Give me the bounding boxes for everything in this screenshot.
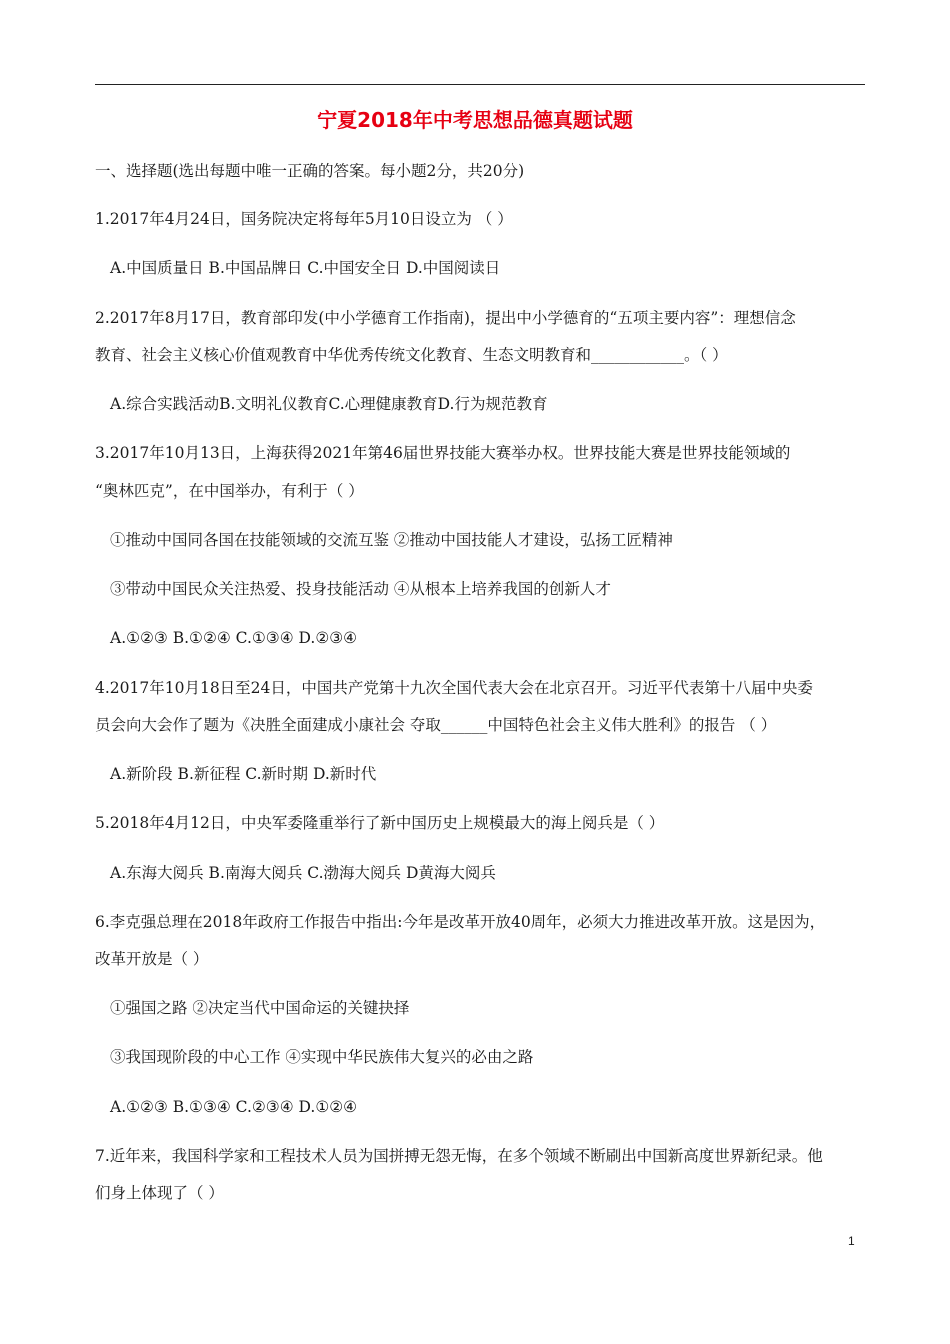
question-7-text-cont: 们身上体现了（ ）	[95, 1184, 224, 1202]
page-number: 1	[848, 1234, 855, 1248]
question-7-text: 7.近年来，我国科学家和工程技术人员为国拼搏无怨无悔，在多个领域不断刷出中国新高度世界新纪录。他	[95, 1147, 823, 1165]
page-title: 宁夏2018年中考思想品德真题试题	[317, 108, 633, 132]
question-4-text-cont: 员会向大会作了题为《决胜全面建成小康社会 夺取______中国特色社会主义伟大胜利》的报告 （ ）	[95, 716, 777, 734]
question-1-text: 1.2017年4月24日，国务院决定将每年5月10日设立为 （ ）	[95, 210, 513, 228]
question-6-text: 6.李克强总理在2018年政府工作报告中指出:今年是改革开放40周年，必须大力推进改革开放。这是因为，	[95, 913, 826, 931]
question-6-statement-a: ①强国之路 ②决定当代中国命运的关键抉择	[110, 999, 410, 1017]
question-2-options: A.综合实践活动B.文明礼仪教育C.心理健康教育D.行为规范教育	[110, 395, 548, 413]
question-4-text: 4.2017年10月18日至24日，中国共产党第十九次全国代表大会在北京召开。习近平代表第十八届中央委	[95, 679, 813, 697]
question-3-options: A.①②③ B.①②④ C.①③④ D.②③④	[110, 629, 358, 647]
question-5-options: A.东海大阅兵 B.南海大阅兵 C.渤海大阅兵 D黄海大阅兵	[110, 864, 496, 882]
question-3-statement-b: ③带动中国民众关注热爱、投身技能活动 ④从根本上培养我国的创新人才	[110, 580, 611, 598]
header-rule	[95, 84, 865, 85]
question-2-text-cont: 教育、社会主义核心价值观教育中华优秀传统文化教育、生态文明教育和____________。（ ）	[95, 346, 728, 364]
question-6-statement-b: ③我国现阶段的中心工作 ④实现中华民族伟大复兴的必由之路	[110, 1048, 534, 1066]
question-1-options: A.中国质量日 B.中国品牌日 C.中国安全日 D.中国阅读日	[110, 259, 501, 277]
question-3-statement-a: ①推动中国同各国在技能领域的交流互鉴 ②推动中国技能人才建设，弘扬工匠精神	[110, 531, 673, 549]
question-4-options: A.新阶段 B.新征程 C.新时期 D.新时代	[110, 765, 377, 783]
question-3-text-cont: “奥林匹克”，在中国举办，有利于（ ）	[95, 482, 364, 500]
question-3-text: 3.2017年10月13日，上海获得2021年第46届世界技能大赛举办权。世界技能大赛是世界技能领域的	[95, 444, 791, 462]
question-6-options: A.①②③ B.①③④ C.②③④ D.①②④	[110, 1098, 358, 1116]
question-5-text: 5.2018年4月12日，中央军委隆重举行了新中国历史上规模最大的海上阅兵是（ ）	[95, 814, 665, 832]
question-6-text-cont: 改革开放是（ ）	[95, 950, 209, 968]
question-2-text: 2.2017年8月17日，教育部印发(中小学德育工作指南)，提出中小学德育的“五项主要内容”：理想信念	[95, 309, 796, 327]
section-heading: 一、选择题(选出每题中唯一正确的答案。每小题2分，共20分)	[95, 162, 525, 180]
